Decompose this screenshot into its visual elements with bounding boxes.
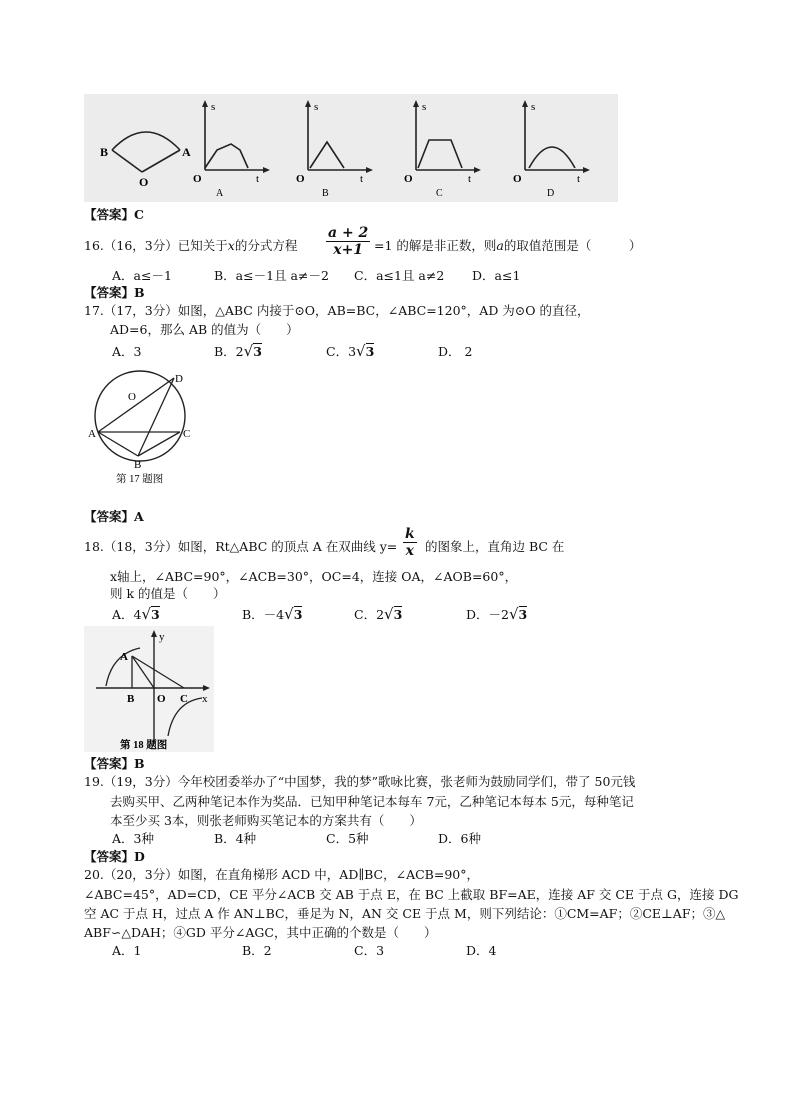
q18-label-x: x: [202, 693, 208, 705]
q18-label-a: A: [120, 651, 128, 663]
q17-label-o: O: [128, 391, 136, 403]
q17-label-b: B: [134, 459, 142, 471]
q19-line3: 本至少买 3本，则张老师购买笔记本的方案共有（ ）: [110, 813, 422, 828]
q18-label-b: B: [127, 693, 135, 705]
q20-option-d[interactable]: D．4: [466, 943, 497, 958]
sector-label-o: O: [139, 175, 149, 189]
q20-option-b[interactable]: B．2: [242, 943, 272, 958]
svg-text:s: s: [531, 101, 536, 113]
q19-line1: 19.（19，3分）今年校团委举办了“中国梦，我的梦”歌咏比赛，张老师为鼓励同学们，带了 50元钱: [84, 774, 636, 789]
q18-option-d[interactable]: D．－2√3: [466, 605, 528, 623]
graph-b-label: B: [322, 188, 329, 199]
graph-b: [296, 100, 373, 199]
graph-c-label: C: [436, 188, 443, 199]
q19-option-d[interactable]: D．6种: [438, 831, 481, 846]
sector-label-b: B: [100, 145, 109, 159]
q20-line1: 20.（20，3分）如图，在直角梯形 ACD 中，AD∥BC，∠ACB=90°，: [84, 867, 479, 882]
q17-line1: 17.（17，3分）如图，△ABC 内接于⊙O，AB=BC，∠ABC=120°，AD 为⊙O 的直径，: [84, 303, 590, 318]
q18-option-a[interactable]: A．4√3: [112, 605, 160, 623]
q17-answer: 【答案】A: [84, 509, 144, 524]
q16-frac-num: a + 2: [328, 225, 369, 241]
q17-caption: 第 17 题图: [116, 474, 164, 484]
q16-option-d[interactable]: D．a≤1: [472, 268, 521, 283]
svg-text:s: s: [211, 101, 216, 113]
q18-line1b: 的图象上，直角边 BC 在: [425, 539, 565, 554]
q17-line2: AD=6，那么 AB 的值为（ ）: [110, 322, 299, 337]
q17-option-d[interactable]: D． 2: [438, 344, 473, 359]
q18-frac-num: k: [405, 526, 415, 542]
q19-line2: 去购买甲、乙两种笔记本作为奖品．已知甲种笔记本每车 7元，乙种笔记本每本 5元，每种笔记: [110, 794, 634, 809]
q20-line4: ABF∽△DAH；④GD 平分∠AGC，其中正确的个数是（ ）: [84, 925, 437, 940]
sector-label-a: A: [182, 145, 191, 159]
q17-label-c: C: [183, 428, 191, 440]
q18-label-y: y: [159, 631, 165, 643]
svg-text:s: s: [314, 101, 319, 113]
q17-label-a: A: [88, 428, 96, 440]
graph-a-label: A: [216, 188, 224, 199]
graph-d-label: D: [547, 188, 555, 199]
graph-d: [513, 100, 590, 199]
q19-option-a[interactable]: A．3种: [112, 831, 154, 846]
q16-fraction: [326, 225, 370, 258]
graph-c: [404, 100, 481, 199]
q15-answer: 【答案】C: [84, 207, 144, 222]
q18-figure-svg: [84, 626, 214, 752]
q15-figure: [84, 94, 618, 202]
svg-text:O: O: [296, 173, 305, 185]
q17-option-b[interactable]: B．2√3: [214, 342, 262, 360]
q16-stem: 16.（16，3分）已知关于x的分式方程: [84, 238, 298, 253]
q18-line2: x轴上，∠ABC=90°，∠ACB=30°，OC=4，连接 OA，∠AOB=60°，: [110, 569, 518, 584]
q16-option-b[interactable]: B．a≤－1且 a≠－2: [214, 268, 329, 283]
svg-text:t: t: [577, 173, 581, 185]
q18-fraction: [403, 526, 417, 559]
svg-text:t: t: [360, 173, 364, 185]
q19-option-b[interactable]: B．4种: [214, 831, 257, 846]
q16-option-c[interactable]: C．a≤1且 a≠2: [354, 268, 445, 283]
q18-line3: 则 k 的值是（ ）: [110, 586, 226, 601]
svg-text:O: O: [513, 173, 522, 185]
q15-figure-svg: [84, 94, 618, 202]
q17-option-a[interactable]: A．3: [112, 344, 142, 359]
graph-a: [193, 100, 270, 199]
q16-frac-den: x+1: [333, 242, 364, 258]
q20-option-a[interactable]: A．1: [112, 943, 142, 958]
q19-option-c[interactable]: C．5种: [326, 831, 369, 846]
q16-option-a[interactable]: A．a≤－1: [112, 268, 172, 283]
q19-answer: 【答案】D: [84, 849, 145, 864]
q20-line2: ∠ABC=45°，AD=CD，CE 平分∠ACB 交 AB 于点 E，在 BC 上截取 BF=AE，连接 AF 交 CE 于点 G，连接 DG: [84, 887, 739, 902]
q16-answer: 【答案】B: [84, 285, 145, 300]
svg-text:t: t: [256, 173, 260, 185]
svg-text:s: s: [422, 101, 427, 113]
q16-stem-tail: =1 的解是非正数，则a的取值范围是（ ）: [374, 238, 642, 253]
q18-caption: 第 18 题图: [120, 740, 168, 751]
svg-text:t: t: [468, 173, 472, 185]
svg-text:O: O: [193, 173, 202, 185]
q18-line1a: 18.（18，3分）如图，Rt△ABC 的顶点 A 在双曲线 y=: [84, 539, 398, 554]
q17-figure: [86, 364, 198, 484]
q20-line3: 空 AC 于点 H，过点 A 作 AN⊥BC，垂足为 N，AN 交 CE 于点 M，则下列结论：①CM=AF；②CE⊥AF；③△: [84, 906, 726, 921]
svg-text:O: O: [404, 173, 413, 185]
q18-option-b[interactable]: B．－4√3: [242, 605, 303, 623]
q18-label-o: O: [157, 693, 166, 705]
q18-option-c[interactable]: C．2√3: [354, 605, 403, 623]
q17-label-d: D: [175, 373, 183, 385]
q17-option-c[interactable]: C．3√3: [326, 342, 375, 360]
q20-option-c[interactable]: C．3: [354, 943, 385, 958]
q18-answer: 【答案】B: [84, 756, 145, 771]
q17-figure-svg: [86, 364, 198, 484]
q18-figure: [84, 626, 214, 752]
q18-label-c: C: [180, 693, 188, 705]
q18-frac-den: x: [405, 543, 415, 559]
